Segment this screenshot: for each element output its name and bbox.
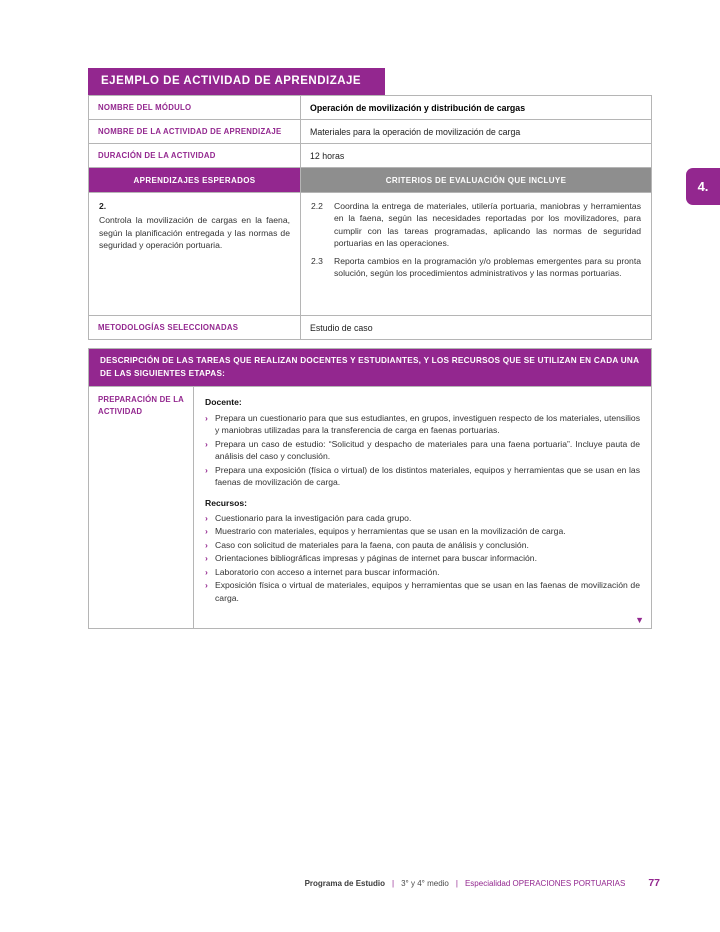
bullet-arrow-icon: › (205, 438, 208, 449)
evaluation-criteria-cell (301, 193, 651, 315)
duration-label: DURACIÓN DE LA ACTIVIDAD (89, 144, 301, 167)
list-item (205, 412, 640, 437)
module-label: NOMBRE DEL MÓDULO (89, 96, 301, 119)
list-item-text: Muestrario con materiales, equipos y herramientas que se usan en la movilización de carga. (215, 526, 566, 537)
list-item-text: Orientaciones bibliográficas impresas y páginas de internet para buscar información. (215, 553, 537, 564)
footer-grade: 3° y 4° medio (401, 879, 449, 888)
list-item-text: Exposición física o virtual de materiales, equipos y herramientas que se usan en las faenas de movilización de carga. (215, 580, 640, 603)
list-item (205, 512, 640, 524)
list-item (205, 566, 640, 578)
list-item (205, 539, 640, 551)
continuation-arrow-icon: ▼ (635, 615, 644, 626)
expected-learning-text: Controla la movilización de cargas en la faena, según la planificación entregada y las normas de seguridad y operación portuaria. (99, 215, 290, 251)
expected-learning-cell (89, 193, 301, 315)
duration-value: 12 horas (310, 150, 345, 161)
list-item (205, 579, 640, 604)
learning-content-row (89, 193, 651, 316)
recursos-heading: Recursos: (205, 497, 248, 508)
preparation-row (89, 387, 651, 628)
activity-info-table (88, 95, 652, 340)
activity-title: EJEMPLO DE ACTIVIDAD DE APRENDIZAJE (101, 75, 362, 87)
docente-list (205, 412, 640, 489)
list-item (205, 552, 640, 564)
recursos-list (205, 512, 640, 604)
list-item (205, 464, 640, 489)
preparation-content (194, 387, 651, 628)
methodology-value: Estudio de caso (310, 322, 373, 333)
bullet-arrow-icon: › (205, 566, 208, 577)
bullet-arrow-icon: › (205, 412, 208, 423)
expected-learning-header: APRENDIZAJES ESPERADOS (89, 168, 301, 192)
docente-heading: Docente: (205, 397, 242, 408)
bullet-arrow-icon: › (205, 526, 208, 537)
activity-name-value: Materiales para la operación de movilización de carga (310, 126, 521, 137)
chapter-tab (686, 168, 720, 205)
activity-name-row (89, 120, 651, 144)
activity-title-bar (88, 68, 385, 95)
criterion-item (311, 200, 641, 250)
criterion-text: Reporta cambios en la programación y/o problemas emergentes para su pronta solución, según los procedimientos administrativos y las normas portuarias. (334, 255, 641, 279)
chapter-tab-label: 4. (697, 179, 709, 194)
learning-headers-row (89, 168, 651, 193)
expected-learning-number: 2. (99, 201, 107, 211)
tasks-description-table (88, 348, 652, 629)
page-footer (0, 877, 660, 889)
activity-name-label: NOMBRE DE LA ACTIVIDAD DE APRENDIZAJE (89, 120, 301, 143)
criterion-number: 2.2 (311, 201, 323, 211)
footer-program: Programa de Estudio (304, 879, 386, 888)
footer-separator: | (392, 879, 395, 888)
list-item (205, 525, 640, 537)
list-item-text: Caso con solicitud de materiales para la faena, con pauta de análisis y conclusión. (215, 539, 529, 550)
footer-separator: | (455, 879, 458, 888)
list-item (205, 438, 640, 463)
module-row (89, 96, 651, 120)
module-value: Operación de movilización y distribución de cargas (310, 102, 526, 113)
criterion-number: 2.3 (311, 255, 323, 266)
bullet-arrow-icon: › (205, 580, 208, 591)
methodology-row (89, 316, 651, 339)
methodology-label: METODOLOGÍAS SELECCIONADAS (89, 316, 301, 339)
criterion-text: Coordina la entrega de materiales, utilería portuaria, maniobras y herramientas en la faena, según las necesidades reportadas por los movilizadores, para cumplir con las tareas programadas, aplicando las normas de seguridad portuarias en las operaciones. (334, 201, 641, 249)
tasks-description-band: DESCRIPCIÓN DE LAS TAREAS QUE REALIZAN DOCENTES Y ESTUDIANTES, Y LOS RECURSOS QUE SE UTILIZAN EN CADA UNA DE LAS SIGUIENTES ETAPAS: (89, 349, 651, 387)
list-item-text: Laboratorio con acceso a internet para buscar información. (215, 566, 440, 577)
activity-document (88, 68, 652, 629)
evaluation-criteria-header: CRITERIOS DE EVALUACIÓN QUE INCLUYE (301, 168, 651, 192)
bullet-arrow-icon: › (205, 553, 208, 564)
list-item-text: Prepara un caso de estudio: “Solicitud y despacho de materiales para una faena portuaria”. Incluye pauta de análisis del caso y conclusión. (215, 438, 640, 462)
preparation-label: PREPARACIÓN DE LA ACTIVIDAD (89, 387, 194, 628)
bullet-arrow-icon: › (205, 464, 208, 475)
duration-row (89, 144, 651, 168)
footer-specialty: Especialidad OPERACIONES PORTUARIAS (464, 879, 626, 888)
bullet-arrow-icon: › (205, 539, 208, 550)
list-item-text: Cuestionario para la investigación para cada grupo. (215, 513, 412, 524)
bullet-arrow-icon: › (205, 513, 208, 524)
criterion-item (311, 255, 641, 280)
list-item-text: Prepara un cuestionario para que sus estudiantes, en grupos, investiguen respecto de los materiales, utensilios y maniobras utilizadas para la transferencia de carga en faenas portuarias. (215, 412, 640, 436)
page-number: 77 (648, 877, 660, 889)
list-item-text: Prepara una exposición (física o virtual) de los distintos materiales, equipos y herramientas que se usan en las faenas de movilización de carga. (215, 464, 640, 488)
